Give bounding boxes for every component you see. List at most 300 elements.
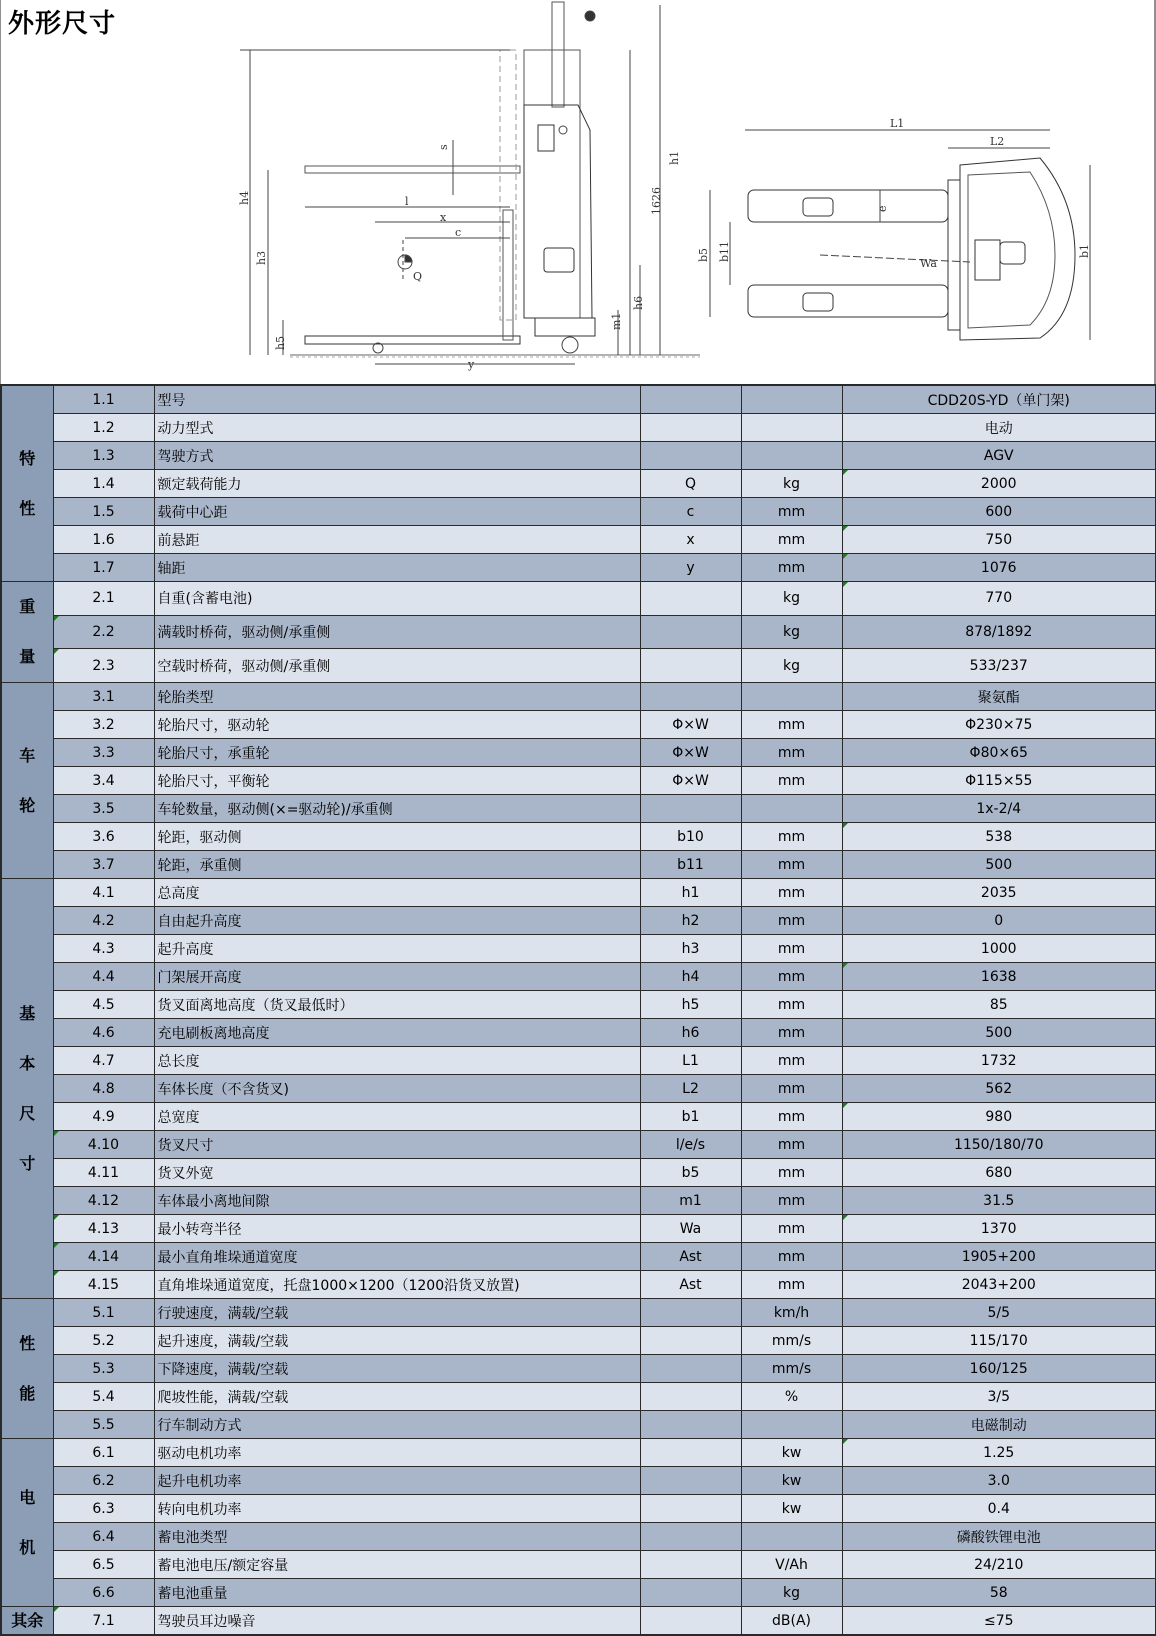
row-symbol xyxy=(640,1495,741,1523)
row-symbol xyxy=(640,414,741,442)
row-unit: mm xyxy=(741,1075,842,1103)
row-number: 1.2 xyxy=(53,414,154,442)
row-number: 2.3 xyxy=(53,649,154,683)
row-name: 爬坡性能，满载/空载 xyxy=(154,1383,640,1411)
row-unit: mm xyxy=(741,498,842,526)
row-number: 1.5 xyxy=(53,498,154,526)
row-number: 4.12 xyxy=(53,1187,154,1215)
row-number: 4.2 xyxy=(53,907,154,935)
row-value: 600 xyxy=(842,498,1156,526)
table-row xyxy=(1,1215,1156,1243)
table-row xyxy=(1,1579,1156,1607)
row-symbol: y xyxy=(640,554,741,582)
svg-text:h3: h3 xyxy=(255,250,268,265)
table-row xyxy=(1,582,1156,616)
row-name: 轴距 xyxy=(154,554,640,582)
table-row xyxy=(1,767,1156,795)
group-char: 电 xyxy=(19,1487,36,1507)
svg-text:m1: m1 xyxy=(610,312,623,330)
row-value: Φ230×75 xyxy=(842,711,1156,739)
row-symbol xyxy=(640,1355,741,1383)
row-unit: mm/s xyxy=(741,1327,842,1355)
row-symbol: m1 xyxy=(640,1187,741,1215)
row-unit xyxy=(741,795,842,823)
row-name: 起升电机功率 xyxy=(154,1467,640,1495)
row-number: 4.6 xyxy=(53,1019,154,1047)
row-number: 6.4 xyxy=(53,1523,154,1551)
row-unit: mm xyxy=(741,1215,842,1243)
table-row xyxy=(1,1159,1156,1187)
group-char: 其余 xyxy=(11,1611,44,1630)
group-label xyxy=(1,879,53,1299)
row-value: 0 xyxy=(842,907,1156,935)
row-number: 1.4 xyxy=(53,470,154,498)
table-row xyxy=(1,963,1156,991)
row-symbol: h6 xyxy=(640,1019,741,1047)
group-label xyxy=(1,582,53,683)
table-row xyxy=(1,470,1156,498)
row-number: 3.4 xyxy=(53,767,154,795)
table-row xyxy=(1,1131,1156,1159)
row-name: 自重(含蓄电池) xyxy=(154,582,640,616)
row-unit: mm xyxy=(741,935,842,963)
row-value: 1150/180/70 xyxy=(842,1131,1156,1159)
table-row xyxy=(1,1411,1156,1439)
svg-text:s: s xyxy=(437,144,450,150)
row-unit: km/h xyxy=(741,1299,842,1327)
row-unit xyxy=(741,1411,842,1439)
row-name: 充电刷板离地高度 xyxy=(154,1019,640,1047)
row-value: 1370 xyxy=(842,1215,1156,1243)
row-number: 3.5 xyxy=(53,795,154,823)
row-unit: mm xyxy=(741,1047,842,1075)
row-value: ≤75 xyxy=(842,1607,1156,1636)
row-unit xyxy=(741,385,842,414)
table-row xyxy=(1,851,1156,879)
row-number: 4.14 xyxy=(53,1243,154,1271)
row-unit: mm xyxy=(741,823,842,851)
row-name: 车体最小离地间隙 xyxy=(154,1187,640,1215)
row-number: 6.3 xyxy=(53,1495,154,1523)
row-unit: V/Ah xyxy=(741,1551,842,1579)
row-name: 直角堆垛通道宽度，托盘1000×1200（1200沿货叉放置) xyxy=(154,1271,640,1299)
side-view-drawing xyxy=(240,2,700,364)
row-unit: mm xyxy=(741,554,842,582)
row-number: 3.2 xyxy=(53,711,154,739)
row-symbol xyxy=(640,795,741,823)
row-unit xyxy=(741,1523,842,1551)
row-value: 115/170 xyxy=(842,1327,1156,1355)
group-char: 轮 xyxy=(19,795,36,815)
row-value: 3.0 xyxy=(842,1467,1156,1495)
group-char: 机 xyxy=(19,1537,36,1557)
group-label xyxy=(1,1299,53,1439)
group-char: 重 xyxy=(19,597,36,616)
row-symbol: Q xyxy=(640,470,741,498)
row-number: 4.5 xyxy=(53,991,154,1019)
row-symbol: h4 xyxy=(640,963,741,991)
row-unit: kw xyxy=(741,1495,842,1523)
row-number: 4.9 xyxy=(53,1103,154,1131)
row-symbol xyxy=(640,1327,741,1355)
table-row xyxy=(1,1047,1156,1075)
row-name: 轮胎尺寸，驱动轮 xyxy=(154,711,640,739)
row-name: 最小转弯半径 xyxy=(154,1215,640,1243)
group-label xyxy=(1,1607,53,1636)
row-value: 1638 xyxy=(842,963,1156,991)
row-number: 3.6 xyxy=(53,823,154,851)
row-number: 5.5 xyxy=(53,1411,154,1439)
row-value: 1076 xyxy=(842,554,1156,582)
row-symbol xyxy=(640,1299,741,1327)
row-symbol: Φ×W xyxy=(640,711,741,739)
table-row xyxy=(1,1327,1156,1355)
row-value: 磷酸铁锂电池 xyxy=(842,1523,1156,1551)
group-char: 车 xyxy=(19,745,36,765)
row-number: 4.15 xyxy=(53,1271,154,1299)
row-unit: kg xyxy=(741,1579,842,1607)
table-row xyxy=(1,1383,1156,1411)
row-number: 3.7 xyxy=(53,851,154,879)
row-value: 31.5 xyxy=(842,1187,1156,1215)
table-row xyxy=(1,1019,1156,1047)
group-char: 本 xyxy=(19,1053,36,1073)
row-unit: mm xyxy=(741,991,842,1019)
row-name: 货叉面离地高度（货叉最低时） xyxy=(154,991,640,1019)
row-symbol: L1 xyxy=(640,1047,741,1075)
row-name: 最小直角堆垛通道宽度 xyxy=(154,1243,640,1271)
row-value: 1732 xyxy=(842,1047,1156,1075)
svg-text:h1: h1 xyxy=(668,150,681,165)
row-symbol: h1 xyxy=(640,879,741,907)
svg-text:e: e xyxy=(876,205,889,212)
table-row xyxy=(1,554,1156,582)
table-row xyxy=(1,414,1156,442)
row-value: 500 xyxy=(842,1019,1156,1047)
row-unit: mm xyxy=(741,1103,842,1131)
row-number: 4.13 xyxy=(53,1215,154,1243)
row-value: 1905+200 xyxy=(842,1243,1156,1271)
row-name: 空载时桥荷，驱动侧/承重侧 xyxy=(154,649,640,683)
row-number: 4.11 xyxy=(53,1159,154,1187)
row-unit: mm xyxy=(741,963,842,991)
table-row xyxy=(1,879,1156,907)
table-row xyxy=(1,385,1156,414)
row-value: 2000 xyxy=(842,470,1156,498)
row-number: 3.1 xyxy=(53,683,154,711)
svg-text:b5: b5 xyxy=(697,247,710,262)
row-value: AGV xyxy=(842,442,1156,470)
row-unit: mm xyxy=(741,711,842,739)
row-unit: mm xyxy=(741,739,842,767)
row-symbol xyxy=(640,1383,741,1411)
row-value: 2043+200 xyxy=(842,1271,1156,1299)
table-row xyxy=(1,739,1156,767)
row-unit: kg xyxy=(741,470,842,498)
table-row xyxy=(1,1187,1156,1215)
row-symbol xyxy=(640,1467,741,1495)
row-name: 起升高度 xyxy=(154,935,640,963)
row-value: 500 xyxy=(842,851,1156,879)
row-name: 载荷中心距 xyxy=(154,498,640,526)
row-name: 总高度 xyxy=(154,879,640,907)
table-row xyxy=(1,711,1156,739)
row-number: 5.2 xyxy=(53,1327,154,1355)
row-symbol: h2 xyxy=(640,907,741,935)
row-number: 1.3 xyxy=(53,442,154,470)
group-char: 性 xyxy=(19,498,36,518)
row-symbol xyxy=(640,1607,741,1636)
row-name: 车体长度（不含货叉) xyxy=(154,1075,640,1103)
row-name: 自由起升高度 xyxy=(154,907,640,935)
table-row xyxy=(1,991,1156,1019)
table-row xyxy=(1,1271,1156,1299)
svg-text:b1: b1 xyxy=(1078,243,1091,258)
row-symbol: h3 xyxy=(640,935,741,963)
row-name: 轮距，驱动侧 xyxy=(154,823,640,851)
row-name: 轮胎尺寸，平衡轮 xyxy=(154,767,640,795)
row-unit: mm xyxy=(741,1243,842,1271)
row-symbol xyxy=(640,683,741,711)
table-row xyxy=(1,795,1156,823)
row-number: 4.1 xyxy=(53,879,154,907)
table-row xyxy=(1,498,1156,526)
row-name: 车轮数量，驱动侧(×=驱动轮)/承重侧 xyxy=(154,795,640,823)
row-symbol: Ast xyxy=(640,1243,741,1271)
row-symbol xyxy=(640,582,741,616)
row-value: 58 xyxy=(842,1579,1156,1607)
row-value: 电动 xyxy=(842,414,1156,442)
row-name: 下降速度，满载/空载 xyxy=(154,1355,640,1383)
row-number: 6.1 xyxy=(53,1439,154,1467)
row-value: 24/210 xyxy=(842,1551,1156,1579)
row-unit: mm xyxy=(741,907,842,935)
row-value: 750 xyxy=(842,526,1156,554)
row-value: 562 xyxy=(842,1075,1156,1103)
row-unit: dB(A) xyxy=(741,1607,842,1636)
svg-text:l: l xyxy=(405,195,409,208)
group-char: 寸 xyxy=(19,1153,36,1173)
row-number: 4.7 xyxy=(53,1047,154,1075)
row-number: 5.1 xyxy=(53,1299,154,1327)
table-row xyxy=(1,442,1156,470)
row-unit: mm xyxy=(741,767,842,795)
row-symbol: b10 xyxy=(640,823,741,851)
row-name: 总宽度 xyxy=(154,1103,640,1131)
row-value: 878/1892 xyxy=(842,615,1156,649)
row-name: 蓄电池重量 xyxy=(154,1579,640,1607)
row-symbol xyxy=(640,385,741,414)
row-number: 4.8 xyxy=(53,1075,154,1103)
table-row xyxy=(1,1467,1156,1495)
table-row xyxy=(1,935,1156,963)
svg-text:h5: h5 xyxy=(274,335,287,350)
row-value: 538 xyxy=(842,823,1156,851)
row-symbol: h5 xyxy=(640,991,741,1019)
svg-text:L1: L1 xyxy=(890,117,905,130)
row-symbol: b11 xyxy=(640,851,741,879)
row-value: Φ80×65 xyxy=(842,739,1156,767)
row-unit: kw xyxy=(741,1439,842,1467)
row-number: 4.4 xyxy=(53,963,154,991)
row-value: 5/5 xyxy=(842,1299,1156,1327)
row-unit: mm xyxy=(741,526,842,554)
group-label xyxy=(1,683,53,879)
row-name: 行驶速度，满载/空载 xyxy=(154,1299,640,1327)
group-char: 基 xyxy=(19,1003,36,1023)
group-label xyxy=(1,385,53,582)
row-unit: mm xyxy=(741,851,842,879)
table-row xyxy=(1,1355,1156,1383)
row-value: Φ115×55 xyxy=(842,767,1156,795)
row-name: 额定载荷能力 xyxy=(154,470,640,498)
svg-text:Q: Q xyxy=(413,270,423,283)
row-name: 轮胎类型 xyxy=(154,683,640,711)
row-unit: mm/s xyxy=(741,1355,842,1383)
table-row xyxy=(1,526,1156,554)
table-row xyxy=(1,1075,1156,1103)
group-char: 性 xyxy=(19,1333,36,1353)
row-name: 满载时桥荷，驱动侧/承重侧 xyxy=(154,615,640,649)
row-number: 2.1 xyxy=(53,582,154,616)
row-number: 7.1 xyxy=(53,1607,154,1636)
row-number: 1.6 xyxy=(53,526,154,554)
svg-text:h4: h4 xyxy=(238,190,251,205)
svg-text:x: x xyxy=(440,211,447,224)
page-title: 外形尺寸 xyxy=(8,9,117,39)
row-name: 蓄电池类型 xyxy=(154,1523,640,1551)
row-unit: mm xyxy=(741,879,842,907)
row-name: 轮胎尺寸，承重轮 xyxy=(154,739,640,767)
row-name: 动力型式 xyxy=(154,414,640,442)
table-row xyxy=(1,683,1156,711)
spec-table xyxy=(0,384,1156,1636)
row-value: CDD20S-YD（单门架) xyxy=(842,385,1156,414)
row-name: 货叉外宽 xyxy=(154,1159,640,1187)
svg-text:c: c xyxy=(455,226,462,239)
row-value: 1x-2/4 xyxy=(842,795,1156,823)
row-symbol xyxy=(640,1579,741,1607)
row-name: 型号 xyxy=(154,385,640,414)
row-symbol: Wa xyxy=(640,1215,741,1243)
row-number: 4.10 xyxy=(53,1131,154,1159)
table-row xyxy=(1,649,1156,683)
row-value: 1.25 xyxy=(842,1439,1156,1467)
row-symbol: Ast xyxy=(640,1271,741,1299)
row-unit: mm xyxy=(741,1131,842,1159)
svg-text:y: y xyxy=(468,358,475,371)
row-unit xyxy=(741,683,842,711)
svg-text:b11: b11 xyxy=(718,240,731,262)
row-value: 85 xyxy=(842,991,1156,1019)
row-unit xyxy=(741,442,842,470)
row-symbol: L2 xyxy=(640,1075,741,1103)
row-value: 680 xyxy=(842,1159,1156,1187)
group-char: 能 xyxy=(19,1383,36,1403)
table-row xyxy=(1,1243,1156,1271)
row-name: 驱动电机功率 xyxy=(154,1439,640,1467)
row-number: 6.6 xyxy=(53,1579,154,1607)
row-unit: % xyxy=(741,1383,842,1411)
row-symbol: c xyxy=(640,498,741,526)
row-name: 驾驶员耳边噪音 xyxy=(154,1607,640,1636)
row-value: 533/237 xyxy=(842,649,1156,683)
table-row xyxy=(1,823,1156,851)
row-unit: kg xyxy=(741,582,842,616)
row-symbol xyxy=(640,649,741,683)
row-value: 160/125 xyxy=(842,1355,1156,1383)
table-row xyxy=(1,1439,1156,1467)
svg-text:Wa: Wa xyxy=(920,257,937,270)
svg-text:h6: h6 xyxy=(632,295,645,310)
row-number: 5.3 xyxy=(53,1355,154,1383)
row-value: 聚氨酯 xyxy=(842,683,1156,711)
row-unit: mm xyxy=(741,1271,842,1299)
table-row xyxy=(1,615,1156,649)
row-name: 前悬距 xyxy=(154,526,640,554)
row-number: 4.3 xyxy=(53,935,154,963)
table-row xyxy=(1,1299,1156,1327)
table-row xyxy=(1,1523,1156,1551)
row-symbol xyxy=(640,615,741,649)
row-value: 980 xyxy=(842,1103,1156,1131)
row-symbol: Φ×W xyxy=(640,767,741,795)
row-value: 1000 xyxy=(842,935,1156,963)
group-char: 量 xyxy=(19,647,36,666)
row-value: 电磁制动 xyxy=(842,1411,1156,1439)
row-symbol: l/e/s xyxy=(640,1131,741,1159)
row-unit: mm xyxy=(741,1019,842,1047)
row-unit xyxy=(741,414,842,442)
row-unit: kg xyxy=(741,649,842,683)
row-symbol: Φ×W xyxy=(640,739,741,767)
row-name: 驾驶方式 xyxy=(154,442,640,470)
table-row xyxy=(1,1607,1156,1636)
row-value: 0.4 xyxy=(842,1495,1156,1523)
row-unit: mm xyxy=(741,1187,842,1215)
row-symbol: b5 xyxy=(640,1159,741,1187)
row-symbol xyxy=(640,1551,741,1579)
row-symbol xyxy=(640,442,741,470)
row-name: 行车制动方式 xyxy=(154,1411,640,1439)
row-symbol: b1 xyxy=(640,1103,741,1131)
group-char: 特 xyxy=(19,448,36,468)
row-number: 5.4 xyxy=(53,1383,154,1411)
row-name: 门架展开高度 xyxy=(154,963,640,991)
row-number: 2.2 xyxy=(53,615,154,649)
table-row xyxy=(1,1495,1156,1523)
row-symbol xyxy=(640,1411,741,1439)
svg-text:L2: L2 xyxy=(990,135,1005,148)
row-symbol xyxy=(640,1439,741,1467)
row-name: 转向电机功率 xyxy=(154,1495,640,1523)
group-char: 尺 xyxy=(19,1103,36,1123)
row-unit: mm xyxy=(741,1159,842,1187)
row-number: 6.2 xyxy=(53,1467,154,1495)
row-number: 1.1 xyxy=(53,385,154,414)
row-value: 2035 xyxy=(842,879,1156,907)
table-row xyxy=(1,1551,1156,1579)
row-symbol: x xyxy=(640,526,741,554)
row-number: 1.7 xyxy=(53,554,154,582)
row-number: 3.3 xyxy=(53,739,154,767)
row-name: 起升速度，满载/空载 xyxy=(154,1327,640,1355)
row-name: 总长度 xyxy=(154,1047,640,1075)
table-row xyxy=(1,907,1156,935)
row-unit: kg xyxy=(741,615,842,649)
row-name: 轮距，承重侧 xyxy=(154,851,640,879)
row-value: 3/5 xyxy=(842,1383,1156,1411)
